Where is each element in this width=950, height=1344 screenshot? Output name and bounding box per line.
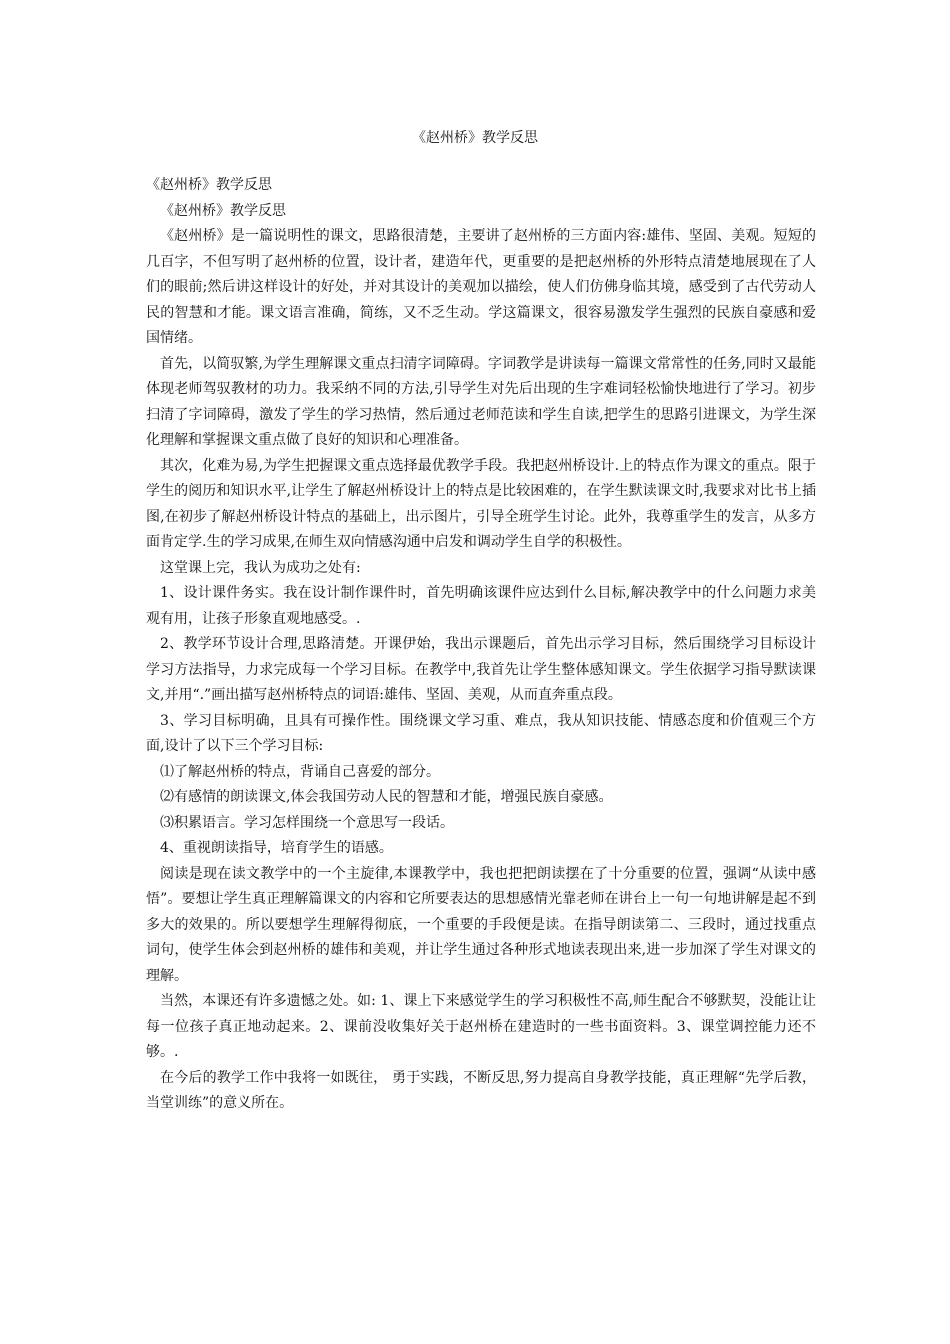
- paragraph-point-3: 3、学习目标明确，且具有可操作性。围绕课文学习重、难点，我从知识技能、情感态度和价值观三个方面,设计了以下三个学习目标:: [146, 712, 816, 754]
- document-body: [146, 173, 816, 1117]
- paragraph-heading: 《赵州桥》教学反思: [146, 177, 272, 193]
- paragraph-regrets: 当然，本课还有许多遗憾之处。如: 1、课上下来感觉学生的学习积极性不高,师生配合不够默契，没能让让每一位孩子真正地动起来。2、课前没收集好关于赵州桥在建造时的一些书面资料。3、课堂调控能力还不够。.: [146, 993, 816, 1060]
- paragraph-goal-3: ⑶积累语言。学习怎样围绕一个意思写一段话。: [160, 814, 454, 831]
- paragraph-goal-2: ⑵有感情的朗读课文,体会我国劳动人民的智慧和才能，增强民族自豪感。: [160, 789, 613, 805]
- paragraph-point-4: 4、重视朗读指导，培育学生的语感。: [160, 840, 393, 856]
- paragraph-subheading: 《赵州桥》教学反思: [160, 202, 286, 219]
- paragraph-point-2: 2、教学环节设计合理,思路清楚。开课伊始，我出示课题后，首先出示学习目标，然后围绕学习目标设计学习方法指导，力求完成每一个学习目标。在教学中,我首先让学生整体感知课文。学生依据学习指导默读课文,并用“.”画出描写赵州桥特点的词语:雄伟、坚固、美观，从而直奔重点段。: [146, 636, 816, 703]
- paragraph-reading: 阅读是现在读文教学中的一个主旋律,本课教学中，我也把把朗读摆在了十分重要的位置，强调“从读中感悟”。要想让学生真正理解篇课文的内容和它所要表达的思想感情光靠老师在讲台上一句一句地讲解是起不到多大的效果的。所以要想学生理解得彻底，一个重要的手段便是读。在指导朗读第二、三段时，通过找重点词句，使学生体会到赵州桥的雄伟和美观，并让学生通过各种形式地读表现出来,进一步加深了学生对课文的理解。: [146, 865, 816, 984]
- paragraph-second: 其次，化难为易,为学生把握课文重点选择最优教学手段。我把赵州桥设计.上的特点作为课文的重点。限于学生的阅历和知识水平,让学生了解赵州桥设计上的特点是比较困难的，在学生默读课文时,我要求对比书上插图,在初步了解赵州桥设计特点的基础上，出示图片，引导全班学生讨论。此外，我尊重学生的发言，从多方面肯定学.生的学习成果,在师生双向情感沟通中启发和调动学生自学的积极性。: [146, 457, 816, 550]
- paragraph-point-1: 1、设计课件务实。我在设计制作课件时，首先明确该课件应达到什么目标,解决教学中的什么问题力求美观有用，让孩子形象直观地感受。.: [146, 585, 816, 627]
- paragraph-success-intro: 这堂课上完，我认为成功之处有:: [160, 559, 361, 576]
- paragraph-conclusion: 在今后的教学工作中我将一如既往， 勇于实践，不断反思,努力提高自身教学技能，真正理解“先学后教，当堂训练”的意义所在。: [146, 1069, 816, 1111]
- paragraph-first: 首先，以简驭繁,为学生理解课文重点扫清字词障碍。字词教学是讲读每一篇课文常常性的任务,同时又最能体现老师驾驭教材的功力。我采纳不同的方法,引导学生对先后出现的生字难词轻松愉快地进行了学习。初步扫清了字词障碍，激发了学生的学习热情，然后通过老师范读和学生自读,把学生的思路引进课文，为学生深化理解和掌握课文重点做了良好的知识和心理准备。: [146, 355, 816, 448]
- paragraph-goal-1: ⑴了解赵州桥的特点，背诵自己喜爱的部分。: [160, 763, 440, 780]
- paragraph-intro: 《赵州桥》是一篇说明性的课文，思路很清楚，主要讲了赵州桥的三方面内容:雄伟、坚固、美观。短短的几百字，不但写明了赵州桥的位置，设计者，建造年代，更重要的是把赵州桥的外形特点清楚地展现在了人们的眼前;然后讲这样设计的好处，并对其设计的美观加以描绘，使人们仿佛身临其境，感受到了古代劳动人民的智慧和才能。课文语言准确，简练，又不乏生动。学这篇课文，很容易激发学生强烈的民族自豪感和爱国情绪。: [146, 228, 816, 346]
- document-title: 《赵州桥》教学反思: [412, 130, 538, 146]
